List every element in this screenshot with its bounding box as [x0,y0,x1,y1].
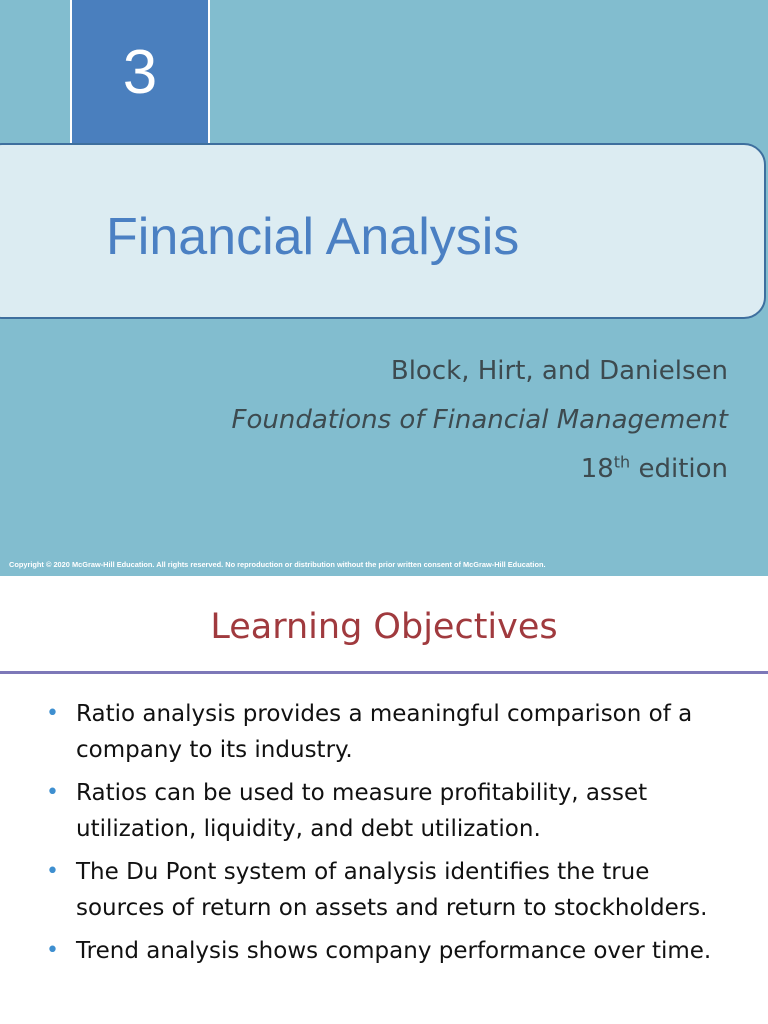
objective-text: The Du Pont system of analysis identifies the true sources of return on assets and return to stockholders. [76,859,708,921]
objectives-slide [0,576,768,1024]
bullet-icon: • [46,859,59,884]
objective-item [44,775,734,847]
bullet-icon: • [46,938,59,963]
objective-text: Ratio analysis provides a meaningful comparison of a company to its industry. [76,701,693,763]
slide-title: Financial Analysis [106,208,520,266]
objective-item [44,854,734,926]
objective-text: Ratios can be used to measure profitability, asset utilization, liquidity, and debt utilization. [76,780,648,842]
objectives-list [44,696,734,976]
bullet-icon: • [46,701,59,726]
objectives-title: Learning Objectives [210,607,558,647]
title-band [0,143,766,319]
objective-item [44,696,734,768]
objective-item [44,933,734,969]
chapter-tab [70,0,210,160]
objective-text: Trend analysis shows company performance over time. [76,938,712,964]
edition-suffix: th [613,452,631,472]
edition [581,452,728,486]
authors: Block, Hirt, and Danielsen [390,356,728,386]
title-divider [0,671,768,674]
bullet-icon: • [46,780,59,805]
copyright-notice: Copyright © 2020 McGraw-Hill Education. All rights reserved. No reproduction or distribution without the prior written consent of McGraw-Hill Education. [9,560,546,569]
chapter-number: 3 [122,38,158,107]
book-title: Foundations of Financial Management [231,405,728,435]
edition-number: 18 [580,454,614,484]
edition-word: edition [638,454,728,484]
